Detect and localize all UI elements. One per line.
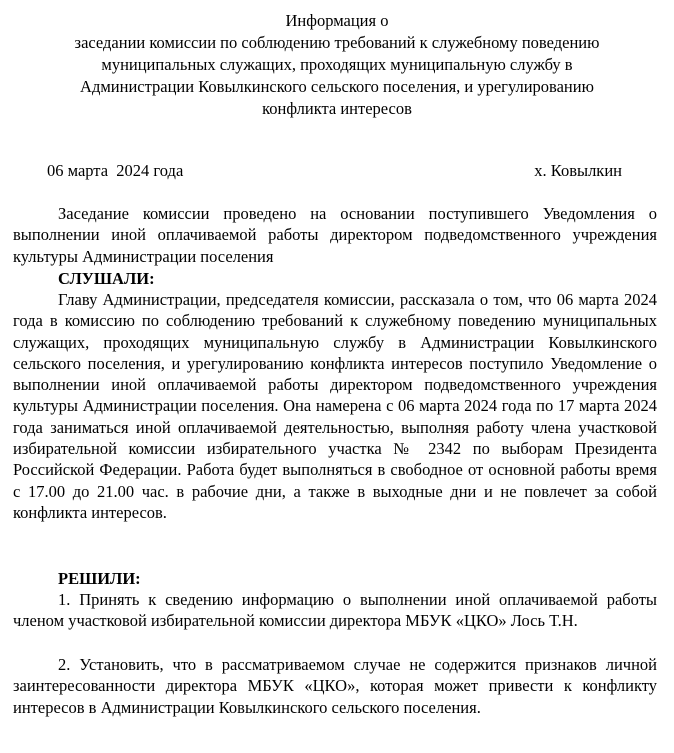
title-line: Информация о: [285, 11, 389, 30]
title-line: конфликта интересов: [262, 99, 412, 118]
title-line: заседании комиссии по соблюдению требований к служебному поведению: [74, 33, 600, 52]
document-title: [20, 10, 654, 120]
title-line: муниципальных служащих, проходящих муниципальную службу в: [101, 55, 573, 74]
decided-heading: РЕШИЛИ:: [58, 569, 141, 588]
decision-item-2: 2. Установить, что в рассматриваемом случае не содержится признаков личной заинтересованности директора МБУК «ЦКО», которая может привести к конфликту интересов в Администрации Ковылкинского сельского поселения.: [13, 655, 657, 717]
heard-paragraph: Главу Администрации, председателя комиссии, рассказала о том, что 06 марта 2024 года в комиссию по соблюдению требований к служебному поведению муниципальных служащих, проходящих муниципальную службу в Администрации Ковылкинского сельского поселения, и урегулированию конфликта интересов поступило Уведомление о выполнении иной оплачиваемой работы директором подведомственного учреждения культуры Администрации поселения. Она намерена с 06 марта 2024 года по 17 марта 2024 года заниматься иной оплачиваемой деятельностью, выполняя работу члена участковой избирательной комиссии избирательного участка № 2342 по выборам Президента Российской Федерации. Работа будет выполняться в свободное от основной работы время с 17.00 до 21.00 час. в рабочие дни, а также в выходные дни и не повлечет за собой конфликта интересов.: [13, 290, 657, 522]
decision-item-1: 1. Принять к сведению информацию о выполнении иной оплачиваемой работы членом участковой избирательной комиссии директора МБУК «ЦКО» Лось Т.Н.: [13, 590, 657, 631]
meeting-place: х. Ковылкин: [534, 161, 622, 180]
meeting-date: 06 марта 2024 года: [47, 161, 184, 180]
intro-paragraph: Заседание комиссии проведено на основании поступившего Уведомления о выполнении иной оплачиваемой работы директором подведомственного учреждения культуры Администрации поселения: [13, 204, 657, 266]
heard-heading: СЛУШАЛИ:: [58, 269, 155, 288]
title-line: Администрации Ковылкинского сельского поселения, и урегулированию: [80, 77, 594, 96]
